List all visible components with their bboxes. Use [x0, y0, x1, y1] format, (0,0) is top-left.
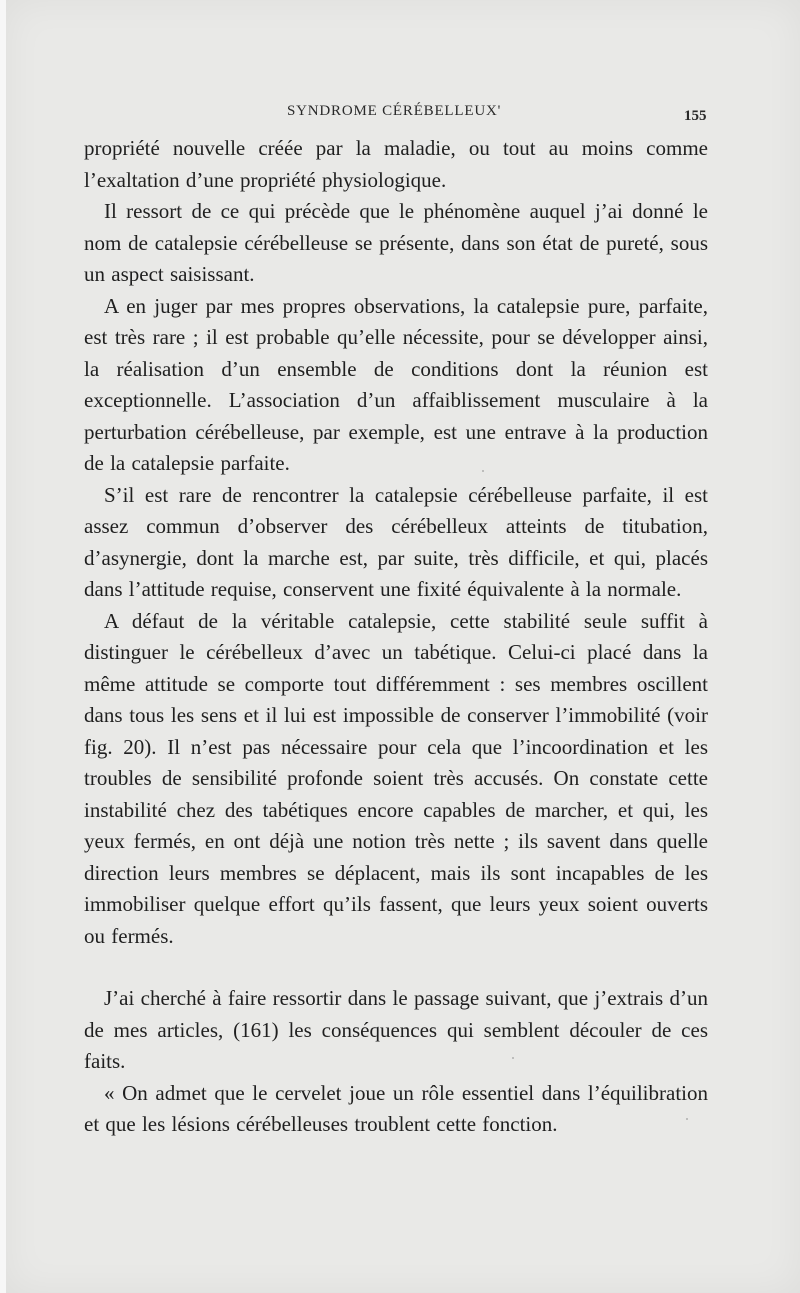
page-body-text [84, 133, 708, 1141]
paragraph: S’il est rare de rencontrer la catalepsie cérébelleuse parfaite, il est assez commun d’observer des cérébelleux atteints de titubation, d’asynergie, dont la marche est, par suite, très difficile, et qui, placés dans l’attitude requise, conservent une fixité équivalente à la normale. [84, 482, 708, 601]
scan-speck [482, 470, 484, 472]
quoted-paragraph: « On admet que le cervelet joue un rôle essentiel dans l’équilibration et que les lésions cérébelleuses troublent cette fonction. [84, 1080, 708, 1136]
paragraph: J’ai cherché à faire ressortir dans le passage suivant, que j’extrais d’un de mes articles, (161) les conséquences qui semblent découler de ces faits. [84, 986, 708, 1073]
scan-speck [512, 1057, 514, 1059]
page-number: 155 [684, 108, 707, 124]
running-title: SYNDROME CÉRÉBELLEUX' [287, 103, 502, 119]
paragraph-continued: propriété nouvelle créée par la maladie, ou tout au moins comme l’exaltation d’une propriété physiologique. [84, 136, 708, 192]
scan-speck [686, 1118, 688, 1120]
paragraph: Il ressort de ce qui précède que le phénomène auquel j’ai donné le nom de catalepsie cérébelleuse se présente, dans son état de pureté, sous un aspect saisissant. [84, 199, 708, 286]
running-header [0, 103, 800, 127]
paragraph: A défaut de la véritable catalepsie, cette stabilité seule suffit à distinguer le cérébelleux d’avec un tabétique. Celui-ci placé dans la même attitude se comporte tout différemment : ses membres oscillent dans tous les sens et il lui est impossible de conserver l’immobilité (voir fig. 20). Il n’est pas nécessaire pour cela que l’incoordination et les troubles de sensibilité profonde soient très accusés. On constate cette instabilité chez des tabétiques encore capables de marcher, et qui, les yeux fermés, en ont déjà une notion très nette ; ils savent dans quelle direction leurs membres se déplacent, mais ils sont incapables de les immobiliser quelque effort qu’ils fassent, que leurs yeux soient ouverts ou fermés. [84, 608, 708, 948]
paragraph: A en juger par mes propres observations, la catalepsie pure, parfaite, est très rare ; il est probable qu’elle nécessite, pour se développer ainsi, la réalisation d’un ensemble de conditions dont la réunion est exceptionnelle. L’association d’un affaiblissement musculaire à la perturbation cérébelleuse, par exemple, est une entrave à la production de la catalepsie parfaite. [84, 293, 708, 475]
